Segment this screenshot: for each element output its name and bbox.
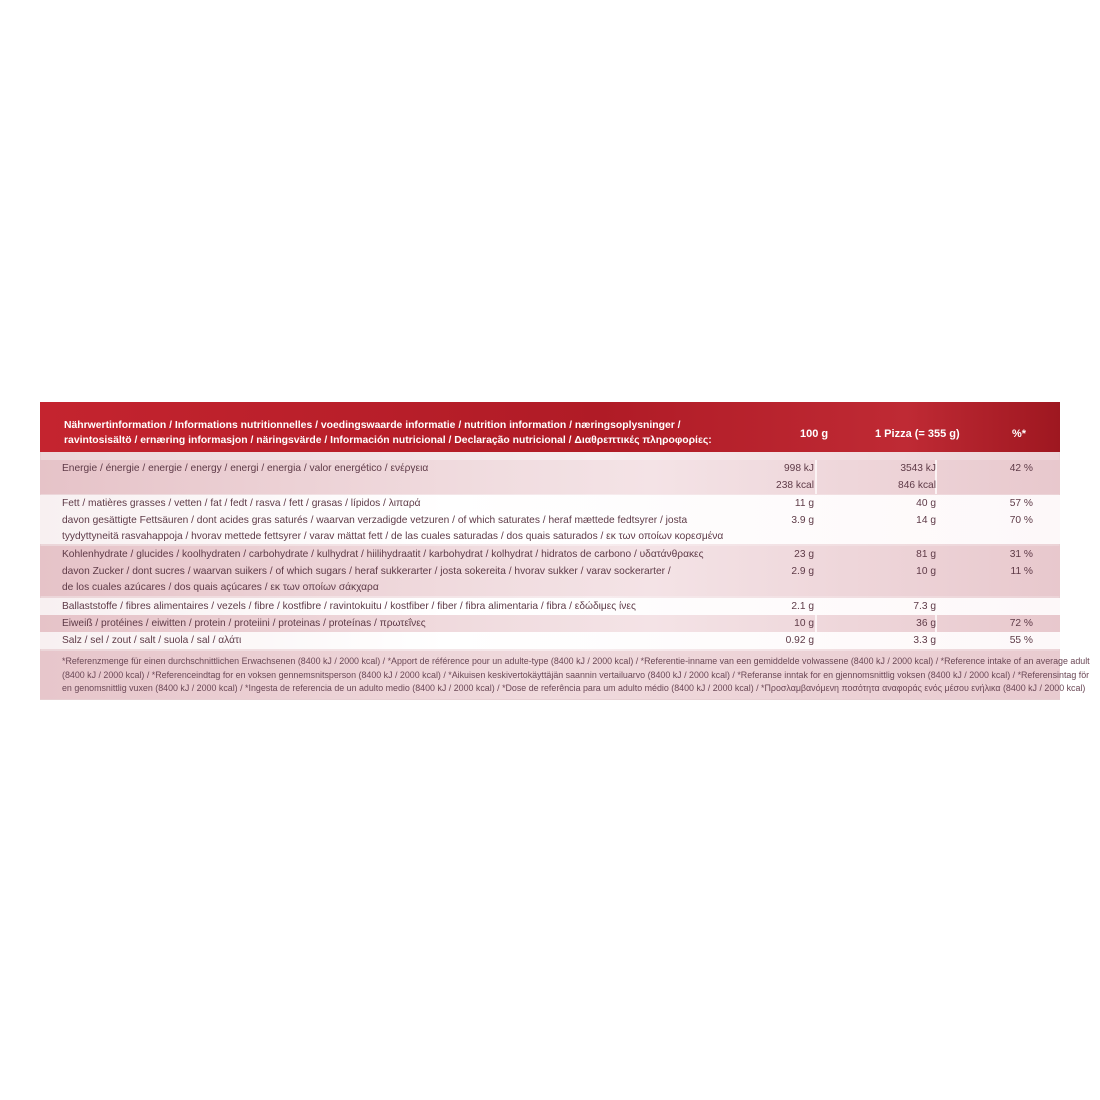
header-title-line1: Nährwertinformation / Informations nutritionnelles / voedingswaarde informatie / nutrition information / næringsoplysninger / xyxy=(64,420,681,431)
saturates-100g-value: 3.9 g xyxy=(791,514,814,526)
carbs-percent-value: 31 % xyxy=(1009,549,1033,560)
fibre-pizza: 7.3 g xyxy=(913,601,936,612)
energy-pizza-kcal: 846 kcal xyxy=(898,479,936,491)
row-label-energy: Energie / énergie / energie / energy / energi / energia / valor energético / ενέργεια xyxy=(62,463,429,474)
sugars-percent-value: 11 % xyxy=(1010,565,1033,577)
column-header-pizza: 1 Pizza (= 355 g) xyxy=(875,428,960,440)
saturates-label-line1: davon gesättigte Fettsäuren / dont acides gras saturés / waarvan verzadigde vetzuren / of which saturates / heraf mættede fedtsyrer / josta xyxy=(62,514,688,526)
carbs-label: Kohlenhydrate / glucides / koolhydraten / carbohydrate / kulhydrat / hiilihydraatit / karbohydrat / kolhydrat / hidratos de carbono / υδατάνθρακες xyxy=(62,549,704,560)
reference-intake-footnote xyxy=(40,651,1090,699)
footnote-line1: *Referenzmenge für einen durchschnittlichen Erwachsenen (8400 kJ / 2000 kcal) / *Apport de référence pour un adulte-type (8400 kJ / 2000 kcal) / *Referentie-inname van een gemiddelde volwassene (8400 kJ / 2000 kcal) / *Reference intake of an average adult xyxy=(62,656,1090,666)
row-label-protein: Eiweiß / protéines / eiwitten / protein / proteiini / proteinas / proteínas / πρωτεΐνες xyxy=(62,618,426,629)
fat-percent xyxy=(1010,496,1033,529)
sugars-label-line1: davon Zucker / dont sucres / waarvan suikers / of which sugars / heraf sukkerarter / josta sokereita / hvorav sukker / varav sockerarter / xyxy=(62,565,671,577)
saturates-label-line2: tyydyttyneitä rasvahappoja / hvorav mettede fettsyrer / varav mättat fett / de las cuales saturadas / dos quais saturados / εκ των οποίων κορεσμένα xyxy=(62,531,724,542)
row-label-fat xyxy=(62,496,723,546)
column-header-percent: %* xyxy=(1012,428,1027,440)
saturates-percent-value: 70 % xyxy=(1009,514,1033,526)
energy-100g-kcal: 238 kcal xyxy=(776,479,814,491)
protein-percent: 72 % xyxy=(1009,618,1033,629)
fat-100g xyxy=(791,496,814,529)
energy-100g xyxy=(776,461,814,494)
fat-100g-value: 11 g xyxy=(794,498,814,509)
row-label-fibre: Ballaststoffe / fibres alimentaires / vezels / fibre / kostfibre / ravintokuitu / kostfiber / fiber / fibra alimentaria / fibra / εδώδιμες ίνες xyxy=(62,601,636,612)
carbs-100g-value: 23 g xyxy=(794,549,814,560)
salt-100g: 0.92 g xyxy=(785,635,814,646)
row-label-salt: Salz / sel / zout / salt / suola / sal / αλάτι xyxy=(62,635,242,646)
energy-100g-kj: 998 kJ xyxy=(783,463,814,474)
column-divider xyxy=(815,615,817,632)
fat-label: Fett / matières grasses / vetten / fat / fedt / rasva / fett / grasas / lípidos / λιπαρά xyxy=(62,498,421,509)
protein-pizza: 36 g xyxy=(916,618,936,629)
sugars-100g-value: 2.9 g xyxy=(791,565,814,577)
column-header-100g: 100 g xyxy=(800,428,829,440)
fat-percent-value: 57 % xyxy=(1009,498,1033,509)
saturates-pizza-value: 14 g xyxy=(916,514,936,526)
footnote-line2: (8400 kJ / 2000 kcal) / *Referenceindtag for en voksen gennemsnitsperson (8400 kJ / 2000 kcal) / *Aikuisen keskivertokäyttäjän saannin vertailuarvo (8400 kJ / 2000 kcal) / *Referanse inntak for en gjennomsnittlig voksen (8400 kJ / 2000 kcal) / *Referensintag för xyxy=(62,669,1090,680)
table-row-energy xyxy=(40,460,1060,494)
fibre-100g: 2.1 g xyxy=(791,601,814,612)
footnote-line3: en genomsnittlig vuxen (8400 kJ / 2000 kcal) / *Ingesta de referencia de un adulto medio (8400 kJ / 2000 kcal) / *Dose de referência para um adulto médio (8400 kJ / 2000 kcal) / *Προσλαμβανόμενη ποσότητα αναφοράς ενός μέσου ενήλικα (8400 kJ / 2000 kcal) xyxy=(62,683,1086,693)
table-row-fat xyxy=(40,495,1060,544)
salt-percent: 55 % xyxy=(1009,635,1033,646)
header-title-line2: ravintosisältö / ernæring informasjon / näringsvärde / Información nutricional / Declaração nutricional / Διαθρεπτικές πληροφορίες: xyxy=(64,435,712,446)
sugars-label-line2: de los cuales azúcares / dos quais açúcares / εκ των οποίων σάκχαρα xyxy=(62,582,379,593)
table-header xyxy=(40,402,1060,452)
table-row-salt xyxy=(40,632,1060,649)
row-label-carbohydrate xyxy=(62,547,704,597)
table-row-carbohydrate xyxy=(40,546,1060,596)
table-row-protein xyxy=(40,615,1060,632)
carbs-100g xyxy=(791,547,814,580)
column-divider xyxy=(815,460,817,494)
header-title xyxy=(64,418,764,448)
table-row-fibre xyxy=(40,598,1060,615)
fat-pizza-value: 40 g xyxy=(916,498,936,509)
protein-100g: 10 g xyxy=(794,618,814,629)
carbs-pizza-value: 81 g xyxy=(916,549,936,560)
fat-pizza xyxy=(916,496,936,529)
salt-pizza: 3.3 g xyxy=(913,635,936,646)
carbs-percent xyxy=(1010,547,1033,580)
sugars-pizza-value: 10 g xyxy=(916,565,936,577)
energy-pizza-kj: 3543 kJ xyxy=(900,463,936,474)
energy-pizza xyxy=(898,461,936,494)
carbs-pizza xyxy=(916,547,936,580)
footnote-text xyxy=(62,655,1090,696)
energy-percent: 42 % xyxy=(1009,463,1033,474)
